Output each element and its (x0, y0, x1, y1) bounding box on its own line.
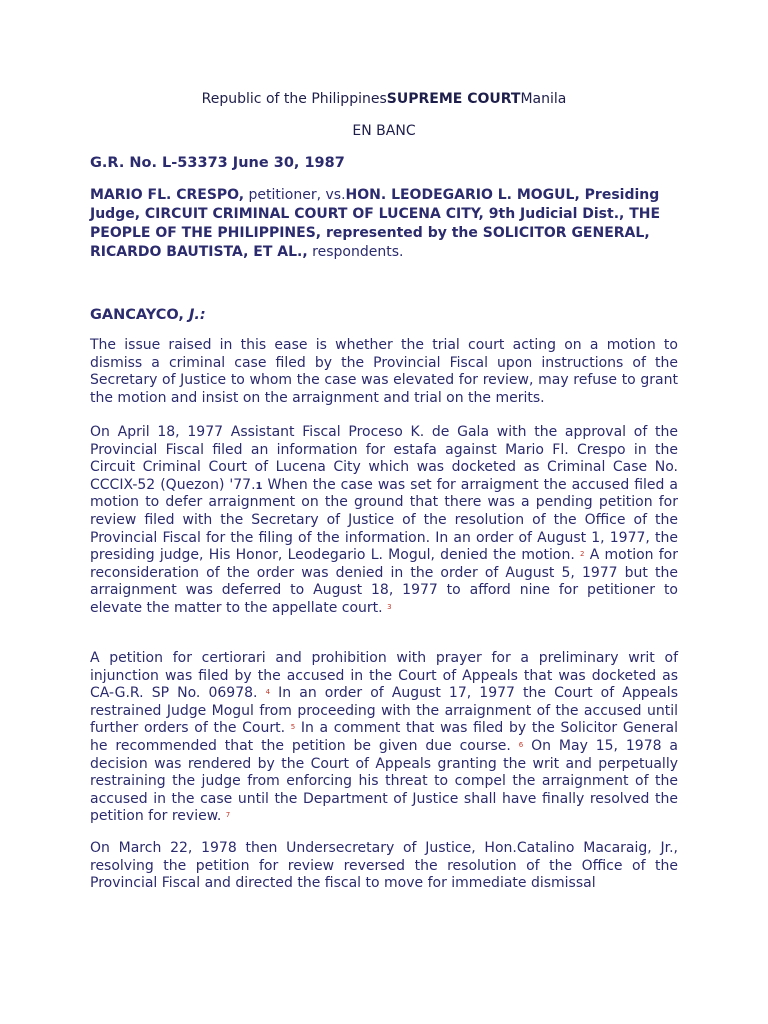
case-parties (90, 186, 680, 262)
footnote-ref-4[interactable]: 4 (265, 688, 271, 697)
paragraph-2 (90, 424, 678, 618)
paragraph-3-text-3: In a comment that was filed by the Solicitor General he recommended that the petition be given due course. (90, 720, 678, 754)
court-header (0, 91, 768, 107)
republic-text: Republic of the Philippines (201, 91, 387, 107)
paragraph-1: The issue raised in this ease is whether the trial court acting on a motion to dismiss a criminal case filed by the Provincial Fiscal upon instructions of the Secretary of Justice to whom the case was elevated for review, may refuse to grant the motion and insist on the arraignment and trial on the merits. (90, 337, 678, 406)
petitioner-role: petitioner, vs. (244, 187, 346, 203)
ponente (90, 307, 206, 323)
city-text: Manila (520, 91, 567, 107)
paragraph-3-text-4: On May 15, 1978 a decision was rendered by the Court of Appeals granting the writ and perpetually restraining the judge from enforcing his threat to compel the arraignment of the accused in the case until the Department of Justice shall have finally resolved the petition for review. (90, 737, 678, 825)
court-name: SUPREME COURT (386, 91, 521, 107)
ponente-name: GANCAYCO, (90, 307, 189, 323)
footnote-ref-6[interactable]: 6 (518, 740, 524, 749)
paragraph-3-text-1: A petition for certiorari and prohibition with prayer for a preliminary writ of injunction was filed by the accused in the Court of Appeals that was docketed as CA-G.R. SP No. 06978. (90, 650, 678, 702)
respondents-names: HON. LEODEGARIO L. MOGUL, Presiding Judge, CIRCUIT CRIMINAL COURT OF LUCENA CITY, 9th Judicial Dist., THE PEOPLE OF THE PHILIPPINES, represented by the SOLICITOR GENERAL, RICARDO BAUTISTA, ET AL., (90, 187, 661, 260)
footnote-ref-3[interactable]: 3 (387, 602, 392, 611)
paragraph-4: On March 22, 1978 then Undersecretary of Justice, Hon.Catalino Macaraig, Jr., resolving the petition for review reversed the resolution of the Office of the Provincial Fiscal and directed the fiscal to move for immediate dismissal (90, 840, 678, 892)
paragraph-3-text-2: In an order of August 17, 1977 the Court of Appeals restrained Judge Mogul from proceeding with the arraignment of the accused until further orders of the Court. (90, 685, 678, 737)
division-heading: EN BANC (352, 123, 416, 139)
paragraph-2-text-3: A motion for reconsideration of the order was denied in the order of August 5, 1977 but the arraignment was deferred to August 18, 1977 to afford nine for petitioner to elevate the matter to the appellate court. (90, 547, 678, 616)
paragraph-2-text-2: When the case was set for arraigment the accused filed a motion to defer arraignment on the ground that there was a pending petition for review filed with the Secretary of Justice of the resolution of the Office of the Provincial Fiscal for the filing of the information. In an order of August 1, 1977, the presiding judge, His Honor, Leodegario L. Mogul, denied the motion. (90, 476, 679, 564)
footnote-ref-2[interactable]: 2 (580, 550, 585, 559)
paragraph-3 (90, 650, 678, 826)
footnote-ref-5[interactable]: 5 (290, 723, 296, 732)
ponente-title: J.: (188, 307, 206, 323)
footnote-ref-7[interactable]: 7 (225, 811, 231, 820)
case-number: G.R. No. L-53373 June 30, 1987 (90, 155, 345, 171)
footnote-ref-1[interactable]: 1 (255, 480, 263, 492)
paragraph-2-text-1: On April 18, 1977 Assistant Fiscal Proceso K. de Gala with the approval of the Provincial Fiscal filed an information for estafa against Mario Fl. Crespo in the Circuit Criminal Court of Lucena City which was docketed as Criminal Case No. CCCIX-52 (Quezon) '77. (90, 424, 678, 493)
petitioner-name: MARIO FL. CRESPO, (90, 187, 245, 203)
respondents-role: respondents. (307, 244, 404, 260)
